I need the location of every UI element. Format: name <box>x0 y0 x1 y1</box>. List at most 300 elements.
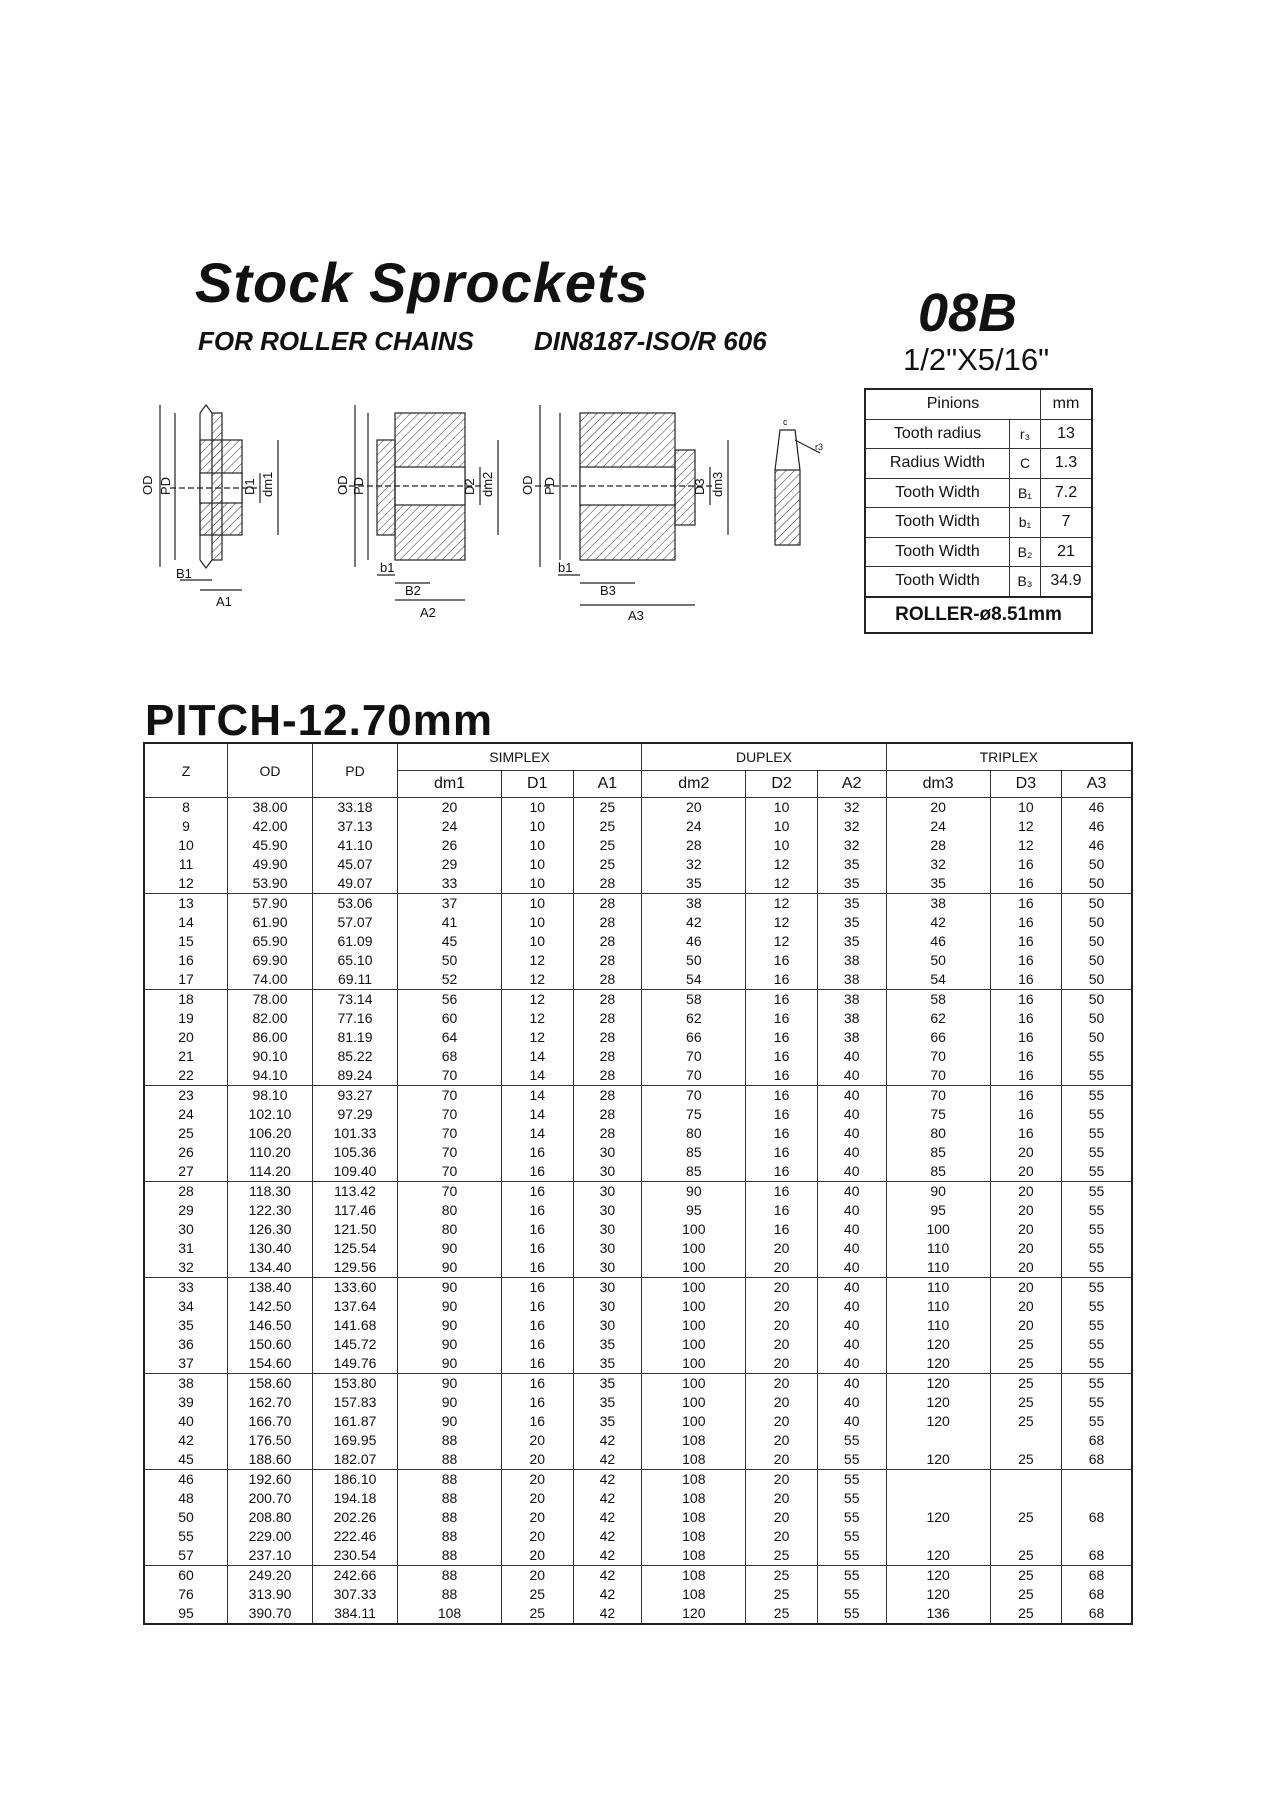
cell-dm1: 90 <box>398 1258 502 1278</box>
cell-d2: 16 <box>746 1201 817 1220</box>
cell-z: 15 <box>144 932 228 951</box>
cell-od: 249.20 <box>228 1566 313 1586</box>
cell-z: 27 <box>144 1162 228 1182</box>
cell-dm2: 108 <box>642 1431 746 1450</box>
cell-z: 76 <box>144 1585 228 1604</box>
cell-a1: 25 <box>573 855 642 874</box>
cell-dm3: 120 <box>886 1508 990 1527</box>
cell-d3: 20 <box>990 1162 1061 1182</box>
cell-d1: 10 <box>502 874 573 894</box>
cell-a3: 55 <box>1062 1066 1132 1086</box>
cell-dm2: 100 <box>642 1297 746 1316</box>
cell-z: 34 <box>144 1297 228 1316</box>
cell-dm1: 68 <box>398 1047 502 1066</box>
cell-d3: 16 <box>990 990 1061 1010</box>
cell-a1: 28 <box>573 1105 642 1124</box>
cell-a1: 35 <box>573 1335 642 1354</box>
cell-a2: 38 <box>817 1028 886 1047</box>
cell-dm3 <box>886 1489 990 1508</box>
cell-z: 24 <box>144 1105 228 1124</box>
cell-a1: 42 <box>573 1585 642 1604</box>
cell-dm1: 64 <box>398 1028 502 1047</box>
pinion-row <box>865 478 1092 508</box>
pinion-row <box>865 537 1092 567</box>
cell-dm1: 90 <box>398 1374 502 1394</box>
cell-dm1: 70 <box>398 1086 502 1106</box>
cell-od: 134.40 <box>228 1258 313 1278</box>
cell-pd: 194.18 <box>313 1489 398 1508</box>
col-a1: A1 <box>573 771 642 798</box>
cell-dm3: 95 <box>886 1201 990 1220</box>
cell-a1: 28 <box>573 1028 642 1047</box>
cell-dm1: 90 <box>398 1239 502 1258</box>
cell-d1: 20 <box>502 1489 573 1508</box>
pinion-value: 7 <box>1041 508 1093 538</box>
cell-d1: 10 <box>502 798 573 818</box>
cell-d2: 12 <box>746 913 817 932</box>
cell-a1: 28 <box>573 1086 642 1106</box>
cell-a3: 68 <box>1088 1586 1105 1602</box>
cell-a2: 55 <box>817 1470 886 1490</box>
pinion-label: Tooth radius <box>865 419 1010 449</box>
cell-d1: 16 <box>502 1162 573 1182</box>
cell-d2: 16 <box>746 1182 817 1202</box>
cell-pd: 242.66 <box>313 1566 398 1586</box>
cell-a2: 38 <box>817 1009 886 1028</box>
cell-dm3: 85 <box>886 1162 990 1182</box>
cell-d2: 12 <box>746 894 817 914</box>
cell-pd: 121.50 <box>313 1220 398 1239</box>
label-od-duplex: OD <box>335 475 350 495</box>
cell-d1: 16 <box>502 1278 573 1298</box>
label-c: c <box>783 417 788 427</box>
table-row <box>144 1585 1132 1604</box>
cell-dm2: 24 <box>642 817 746 836</box>
cell-pd: 53.06 <box>313 894 398 914</box>
cell-a1: 30 <box>573 1182 642 1202</box>
table-row <box>144 932 1132 951</box>
table-row <box>144 1508 1132 1527</box>
cell-dm1: 45 <box>398 932 502 951</box>
cell-od: 53.90 <box>228 874 313 894</box>
cell-d1: 20 <box>502 1450 573 1470</box>
cell-dm2: 100 <box>642 1393 746 1412</box>
cell-dm3: 120 <box>886 1585 990 1604</box>
cell-dm2: 70 <box>642 1086 746 1106</box>
table-row <box>144 1278 1132 1298</box>
cell-a1: 42 <box>573 1489 642 1508</box>
cell-pd: 384.11 <box>313 1604 398 1624</box>
cell-d3: 16 <box>990 970 1061 990</box>
cell-d1: 16 <box>502 1220 573 1239</box>
cell-d1: 16 <box>502 1412 573 1431</box>
cell-dm2: 108 <box>642 1527 746 1546</box>
cell-a3: 50 <box>1088 914 1105 930</box>
cell-d3: 20 <box>990 1220 1061 1239</box>
cell-d2: 16 <box>746 1143 817 1162</box>
cell-a1: 28 <box>573 970 642 990</box>
cell-dm3: 110 <box>886 1278 990 1298</box>
cell-d2: 10 <box>746 836 817 855</box>
cell-z: 40 <box>144 1412 228 1431</box>
cell-a2: 40 <box>817 1239 886 1258</box>
cell-dm3: 35 <box>886 874 990 894</box>
pinion-row <box>865 449 1092 479</box>
cell-a1: 35 <box>573 1374 642 1394</box>
cell-z: 29 <box>144 1201 228 1220</box>
cell-d2: 20 <box>746 1431 817 1450</box>
cell-pd: 93.27 <box>313 1086 398 1106</box>
cell-z: 36 <box>144 1335 228 1354</box>
cell-a2: 40 <box>817 1047 886 1066</box>
cell-pd: 89.24 <box>313 1066 398 1086</box>
cell-d2: 20 <box>746 1489 817 1508</box>
cell-dm3: 75 <box>886 1105 990 1124</box>
cell-a1: 25 <box>573 836 642 855</box>
cell-pd: 81.19 <box>313 1028 398 1047</box>
cell-od: 82.00 <box>228 1009 313 1028</box>
cell-d2: 16 <box>746 970 817 990</box>
cell-d1: 14 <box>502 1124 573 1143</box>
pinion-value: 21 <box>1041 537 1093 567</box>
cell-pd: 161.87 <box>313 1412 398 1431</box>
table-row <box>144 990 1132 1010</box>
cell-z: 12 <box>144 874 228 894</box>
cell-d3: 20 <box>990 1297 1061 1316</box>
cell-dm2: 100 <box>642 1220 746 1239</box>
cell-pd: 202.26 <box>313 1508 398 1527</box>
cell-dm1: 88 <box>398 1585 502 1604</box>
cell-dm2: 120 <box>642 1604 746 1624</box>
cell-z: 26 <box>144 1143 228 1162</box>
cell-a1: 35 <box>573 1393 642 1412</box>
cell-a1: 28 <box>573 1124 642 1143</box>
col-d3: D3 <box>990 771 1061 798</box>
cell-d1: 16 <box>502 1354 573 1374</box>
cell-a3: 68 <box>1062 1546 1132 1566</box>
cell-z: 32 <box>144 1258 228 1278</box>
cell-d3: 20 <box>990 1182 1061 1202</box>
cell-d1: 16 <box>502 1143 573 1162</box>
cell-dm3: 120 <box>886 1546 990 1566</box>
cell-d3: 16 <box>990 1047 1061 1066</box>
cell-a1: 25 <box>573 798 642 818</box>
cell-d1: 12 <box>502 1028 573 1047</box>
cell-a2: 38 <box>817 970 886 990</box>
cell-pd: 182.07 <box>313 1450 398 1470</box>
cell-d1: 20 <box>502 1566 573 1586</box>
cell-a1: 30 <box>573 1297 642 1316</box>
cell-dm2: 100 <box>642 1239 746 1258</box>
table-row <box>144 1527 1132 1546</box>
cell-dm1: 88 <box>398 1566 502 1586</box>
label-d3: D3 <box>692 478 707 495</box>
pitch-title: PITCH-12.70mm <box>145 696 494 745</box>
cell-dm3: 110 <box>886 1239 990 1258</box>
cell-dm3: 70 <box>886 1047 990 1066</box>
cell-a2: 55 <box>817 1450 886 1470</box>
cell-d1: 20 <box>502 1508 573 1527</box>
cell-a2: 40 <box>817 1278 886 1298</box>
cell-a2: 35 <box>817 932 886 951</box>
cell-dm2: 35 <box>642 874 746 894</box>
cell-dm3: 120 <box>886 1393 990 1412</box>
cell-pd: 41.10 <box>313 836 398 855</box>
cell-d2: 16 <box>746 1220 817 1239</box>
cell-a3: 50 <box>1088 991 1105 1007</box>
cell-dm3: 42 <box>886 913 990 932</box>
cell-od: 126.30 <box>228 1220 313 1239</box>
col-d1: D1 <box>502 771 573 798</box>
cell-od: 166.70 <box>228 1412 313 1431</box>
cell-dm3: 120 <box>886 1566 990 1586</box>
cell-dm2: 108 <box>642 1566 746 1586</box>
cell-d3: 25 <box>990 1604 1061 1624</box>
pinion-label: Tooth Width <box>865 508 1010 538</box>
cell-d3: 20 <box>990 1143 1061 1162</box>
cell-dm3: 20 <box>886 798 990 818</box>
cell-d3: 10 <box>990 798 1061 818</box>
cell-d3: 25 <box>990 1335 1061 1354</box>
cell-z: 48 <box>144 1489 228 1508</box>
cell-d2: 12 <box>746 874 817 894</box>
cell-od: 150.60 <box>228 1335 313 1354</box>
cell-a2: 55 <box>817 1431 886 1450</box>
cell-od: 78.00 <box>228 990 313 1010</box>
table-row <box>144 1143 1132 1162</box>
cell-dm2: 108 <box>642 1470 746 1490</box>
cell-a1: 35 <box>573 1412 642 1431</box>
cell-z: 55 <box>144 1527 228 1546</box>
cell-d3: 25 <box>990 1508 1061 1527</box>
cell-dm1: 37 <box>398 894 502 914</box>
pinion-value: 13 <box>1041 419 1093 449</box>
cell-d2: 16 <box>746 990 817 1010</box>
cell-dm3: 120 <box>886 1354 990 1374</box>
col-dm1: dm1 <box>398 771 502 798</box>
col-d2: D2 <box>746 771 817 798</box>
cell-dm2: 62 <box>642 1009 746 1028</box>
cell-a2: 40 <box>817 1143 886 1162</box>
cell-a3: 55 <box>1062 1162 1132 1182</box>
cell-d3: 20 <box>990 1316 1061 1335</box>
cell-a1: 30 <box>573 1239 642 1258</box>
cell-dm3: 110 <box>886 1297 990 1316</box>
cell-pd: 69.11 <box>313 970 398 990</box>
cell-a3: 50 <box>1088 933 1105 949</box>
cell-a3: 50 <box>1062 874 1132 894</box>
table-row <box>144 798 1132 818</box>
cell-d2: 25 <box>746 1604 817 1624</box>
label-b1: B1 <box>176 566 192 581</box>
cell-dm2: 100 <box>642 1354 746 1374</box>
cell-z: 57 <box>144 1546 228 1566</box>
cell-z: 13 <box>144 894 228 914</box>
cell-a3: 55 <box>1062 1258 1132 1278</box>
cell-dm3: 24 <box>886 817 990 836</box>
table-row <box>144 894 1132 914</box>
cell-d3: 20 <box>990 1239 1061 1258</box>
cell-d1: 16 <box>502 1297 573 1316</box>
cell-d3: 16 <box>990 951 1061 970</box>
cell-a1: 42 <box>573 1508 642 1527</box>
label-od-triplex: OD <box>520 475 535 495</box>
table-row <box>144 1604 1132 1624</box>
cell-dm3: 85 <box>886 1143 990 1162</box>
cell-z: 50 <box>144 1508 228 1527</box>
cell-a1: 42 <box>573 1604 642 1624</box>
cell-pd: 45.07 <box>313 855 398 874</box>
cell-d3: 25 <box>990 1374 1061 1394</box>
cell-d1: 14 <box>502 1086 573 1106</box>
cell-d1: 16 <box>502 1335 573 1354</box>
cell-dm1: 90 <box>398 1412 502 1431</box>
table-row <box>144 836 1132 855</box>
cell-d3: 16 <box>990 874 1061 894</box>
cell-d1: 14 <box>502 1066 573 1086</box>
cell-dm2: 70 <box>642 1066 746 1086</box>
group-duplex: DUPLEX <box>642 743 886 771</box>
table-row <box>144 1105 1132 1124</box>
cell-od: 65.90 <box>228 932 313 951</box>
label-d1: D1 <box>242 478 257 495</box>
table-row <box>144 951 1132 970</box>
cell-dm1: 88 <box>398 1508 502 1527</box>
cell-od: 192.60 <box>228 1470 313 1490</box>
cell-dm1: 56 <box>398 990 502 1010</box>
cell-pd: 149.76 <box>313 1354 398 1374</box>
cell-dm1: 52 <box>398 970 502 990</box>
cell-a3: 46 <box>1088 818 1105 834</box>
cell-a3: 68 <box>1088 1509 1105 1525</box>
col-od: OD <box>228 743 313 798</box>
cell-a1: 28 <box>573 990 642 1010</box>
cell-a2: 40 <box>817 1393 886 1412</box>
cell-pd: 65.10 <box>313 951 398 970</box>
cell-a3: 55 <box>1062 1354 1132 1374</box>
cell-z: 14 <box>144 913 228 932</box>
cell-a2: 38 <box>817 951 886 970</box>
cell-a2: 40 <box>817 1354 886 1374</box>
cell-pd: 129.56 <box>313 1258 398 1278</box>
cell-z: 16 <box>144 951 228 970</box>
cell-dm1: 90 <box>398 1316 502 1335</box>
chain-code: 08B <box>918 283 1018 343</box>
cell-a3 <box>1062 1489 1132 1508</box>
cell-z: 19 <box>144 1009 228 1028</box>
col-dm3: dm3 <box>886 771 990 798</box>
cell-z: 10 <box>144 836 228 855</box>
cell-d2: 12 <box>746 932 817 951</box>
cell-a3: 68 <box>1088 1567 1105 1583</box>
cell-a1: 42 <box>573 1527 642 1546</box>
table-row <box>144 1316 1132 1335</box>
cell-dm3 <box>886 1431 990 1450</box>
cell-dm2: 95 <box>642 1201 746 1220</box>
tooth-profile-drawing <box>775 430 820 545</box>
label-dm1: dm1 <box>260 471 275 497</box>
cell-dm2: 42 <box>642 913 746 932</box>
cell-od: 142.50 <box>228 1297 313 1316</box>
cell-pd: 141.68 <box>313 1316 398 1335</box>
cell-a2: 40 <box>817 1201 886 1220</box>
cell-d2: 16 <box>746 1086 817 1106</box>
cell-z: 42 <box>144 1431 228 1450</box>
cell-d2: 20 <box>746 1335 817 1354</box>
cell-dm3: 136 <box>886 1604 990 1624</box>
cell-d1: 12 <box>502 970 573 990</box>
cell-z: 33 <box>144 1278 228 1298</box>
cell-d1: 10 <box>502 836 573 855</box>
table-row <box>144 1182 1132 1202</box>
cell-a1: 42 <box>573 1431 642 1450</box>
cell-a3 <box>1062 1527 1132 1546</box>
cell-z: 11 <box>144 855 228 874</box>
cell-a3: 46 <box>1088 799 1105 815</box>
cell-dm1: 26 <box>398 836 502 855</box>
pinion-row <box>865 508 1092 538</box>
cell-od: 188.60 <box>228 1450 313 1470</box>
cell-dm2: 70 <box>642 1047 746 1066</box>
table-row <box>144 1450 1132 1470</box>
cell-dm3: 80 <box>886 1124 990 1143</box>
page-subtitle: FOR ROLLER CHAINS <box>198 326 474 356</box>
cell-a2: 40 <box>817 1258 886 1278</box>
duplex-sprocket-drawing <box>340 405 498 600</box>
table-row <box>144 1220 1132 1239</box>
label-d2: D2 <box>462 478 477 495</box>
cell-a2: 55 <box>817 1585 886 1604</box>
cell-d2: 10 <box>746 817 817 836</box>
cell-d2: 25 <box>746 1546 817 1566</box>
cell-pd: 113.42 <box>313 1182 398 1202</box>
cell-d1: 10 <box>502 894 573 914</box>
cell-a2: 32 <box>817 798 886 818</box>
cell-a3: 68 <box>1088 1432 1105 1448</box>
label-b1-duplex: b1 <box>380 560 395 575</box>
cell-d3: 25 <box>990 1450 1061 1470</box>
cell-z: 25 <box>144 1124 228 1143</box>
table-row <box>144 1393 1132 1412</box>
cell-dm1: 70 <box>398 1105 502 1124</box>
cell-z: 18 <box>144 990 228 1010</box>
label-od: OD <box>140 475 155 495</box>
cell-a3: 55 <box>1088 1144 1105 1160</box>
cell-a1: 42 <box>573 1450 642 1470</box>
cell-z: 45 <box>144 1450 228 1470</box>
cell-d3: 16 <box>990 894 1061 914</box>
cell-d2: 16 <box>746 1028 817 1047</box>
cell-a1: 42 <box>573 1566 642 1586</box>
cell-od: 162.70 <box>228 1393 313 1412</box>
cell-d2: 20 <box>746 1508 817 1527</box>
cell-pd: 117.46 <box>313 1201 398 1220</box>
cell-pd: 145.72 <box>313 1335 398 1354</box>
table-row <box>144 1470 1132 1490</box>
cell-a2: 40 <box>817 1182 886 1202</box>
cell-pd: 73.14 <box>313 990 398 1010</box>
cell-a3: 55 <box>1088 1413 1105 1429</box>
cell-a1: 28 <box>573 894 642 914</box>
cell-a1: 35 <box>573 1354 642 1374</box>
cell-d1: 10 <box>502 913 573 932</box>
cell-a3: 50 <box>1062 970 1132 990</box>
cell-pd: 77.16 <box>313 1009 398 1028</box>
cell-z: 17 <box>144 970 228 990</box>
cell-d2: 25 <box>746 1566 817 1586</box>
cell-d3 <box>990 1527 1061 1546</box>
cell-dm3 <box>886 1527 990 1546</box>
